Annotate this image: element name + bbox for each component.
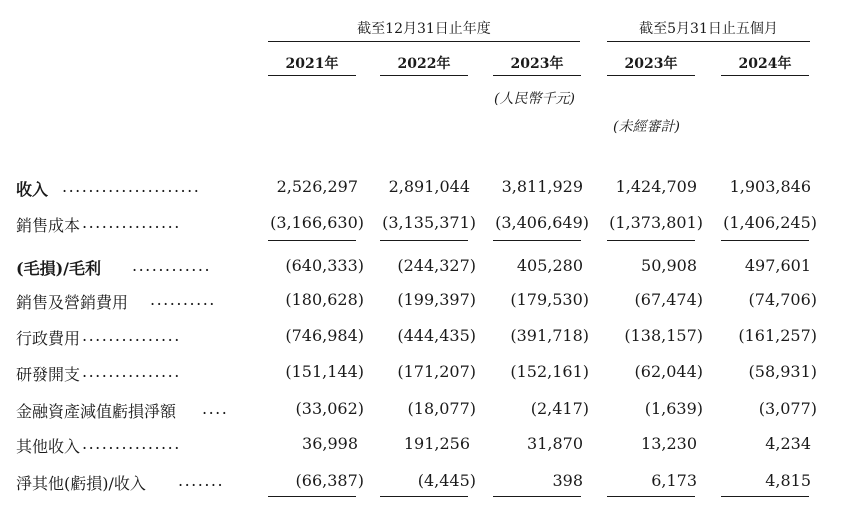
subtotal-rule-2023 (493, 240, 581, 241)
cell-2024-5m: (58,931) (748, 362, 817, 381)
cell-2023: 398 (552, 471, 583, 490)
table-row-revenue (0, 177, 841, 203)
cell-2021: 2,526,297 (276, 177, 358, 196)
cell-2024-5m: (74,706) (748, 290, 817, 309)
cell-2022: (199,397) (397, 290, 476, 309)
cell-2022: 191,256 (403, 434, 470, 453)
row-label: 行政費用 (16, 329, 81, 348)
leader-dots: .... (202, 399, 229, 418)
row-label: 收入 (16, 180, 49, 199)
cell-2023: (2,417) (530, 399, 589, 418)
year-header-2023-5m: 2023年 (624, 56, 678, 72)
subtotal-rule-2024-5m (721, 240, 809, 241)
cell-2024-5m: (161,257) (738, 326, 817, 345)
table-row-cost-of-sales (0, 213, 841, 239)
currency-note: (人民幣千元) (494, 91, 575, 107)
group-heading-fiscal-year-rule (268, 41, 580, 42)
cell-2024-5m: 4,815 (765, 471, 811, 490)
cell-2024-5m: 1,903,846 (729, 177, 811, 196)
table-row-research-development (0, 362, 841, 388)
year-header-rule-2022 (380, 75, 468, 76)
subtotal-rule-2022 (380, 240, 468, 241)
leader-dots: .......... (150, 290, 216, 309)
cell-2023-5m: (67,474) (634, 290, 703, 309)
cell-2021: (33,062) (295, 399, 364, 418)
cell-2023-5m: (138,157) (624, 326, 703, 345)
cell-2023: (391,718) (510, 326, 589, 345)
year-header-2023: 2023年 (510, 56, 564, 72)
row-label: 其他收入 (16, 437, 81, 456)
bottom-rule-2023-5m (607, 496, 695, 497)
cell-2023-5m: (1,639) (644, 399, 703, 418)
year-header-rule-2024-5m (721, 75, 809, 76)
row-label: 淨其他(虧損)/收入 (16, 474, 146, 493)
leader-dots: ..................... (62, 177, 201, 196)
leader-dots: ............... (82, 362, 181, 381)
bottom-rule-2023 (493, 496, 581, 497)
row-label: (毛損)/毛利 (16, 259, 101, 278)
bottom-rule-2022 (380, 496, 468, 497)
table-row-selling-marketing (0, 290, 841, 316)
cell-2023: 31,870 (527, 434, 583, 453)
cell-2022: (171,207) (397, 362, 476, 381)
cell-2023-5m: 50,908 (641, 256, 697, 275)
cell-2021: 36,998 (302, 434, 358, 453)
group-heading-five-months: 截至5月31日止五個月 (639, 21, 778, 37)
table-row-administrative (0, 326, 841, 352)
cell-2023: (3,406,649) (495, 213, 589, 232)
cell-2023-5m: 1,424,709 (615, 177, 697, 196)
subtotal-rule-2021 (268, 240, 356, 241)
leader-dots: ............... (82, 326, 181, 345)
year-header-2024-5m: 2024年 (738, 56, 792, 72)
row-label: 銷售及營銷費用 (16, 293, 129, 312)
cell-2021: (640,333) (285, 256, 364, 275)
table-row-impairment-losses (0, 399, 841, 425)
subtotal-rule-2023-5m (607, 240, 695, 241)
cell-2023: (152,161) (510, 362, 589, 381)
row-label: 銷售成本 (16, 216, 81, 235)
leader-dots: ............ (132, 256, 212, 275)
cell-2021: (180,628) (285, 290, 364, 309)
cell-2024-5m: (1,406,245) (723, 213, 817, 232)
table-row-gross-profit (0, 256, 841, 282)
cell-2024-5m: 4,234 (765, 434, 811, 453)
year-header-rule-2021 (268, 75, 356, 76)
cell-2022: 2,891,044 (388, 177, 470, 196)
cell-2023-5m: 13,230 (641, 434, 697, 453)
unaudited-note: (未經審計) (613, 119, 680, 135)
cell-2024-5m: (3,077) (758, 399, 817, 418)
cell-2022: (244,327) (397, 256, 476, 275)
cell-2023-5m: 6,173 (651, 471, 697, 490)
leader-dots: ............... (82, 213, 181, 232)
leader-dots: ............... (82, 434, 181, 453)
table-row-net-other (0, 471, 841, 497)
year-header-rule-2023 (493, 75, 581, 76)
row-label: 研發開支 (16, 365, 81, 384)
bottom-rule-2024-5m (721, 496, 809, 497)
cell-2024-5m: 497,601 (744, 256, 811, 275)
bottom-rule-2021 (268, 496, 356, 497)
cell-2023: 405,280 (516, 256, 583, 275)
cell-2022: (4,445) (417, 471, 476, 490)
leader-dots: ....... (178, 471, 225, 490)
table-row-other-income (0, 434, 841, 460)
cell-2022: (3,135,371) (382, 213, 476, 232)
row-label: 金融資產減值虧損淨額 (16, 402, 177, 421)
cell-2021: (151,144) (285, 362, 364, 381)
cell-2022: (444,435) (397, 326, 476, 345)
group-heading-five-months-rule (607, 41, 810, 42)
cell-2021: (3,166,630) (270, 213, 364, 232)
cell-2023-5m: (62,044) (634, 362, 703, 381)
cell-2023-5m: (1,373,801) (609, 213, 703, 232)
cell-2021: (746,984) (285, 326, 364, 345)
cell-2023: 3,811,929 (501, 177, 583, 196)
group-heading-fiscal-year: 截至12月31日止年度 (357, 21, 491, 37)
cell-2022: (18,077) (407, 399, 476, 418)
cell-2021: (66,387) (295, 471, 364, 490)
year-header-2022: 2022年 (397, 56, 451, 72)
year-header-rule-2023-5m (607, 75, 695, 76)
cell-2023: (179,530) (510, 290, 589, 309)
year-header-2021: 2021年 (285, 56, 339, 72)
